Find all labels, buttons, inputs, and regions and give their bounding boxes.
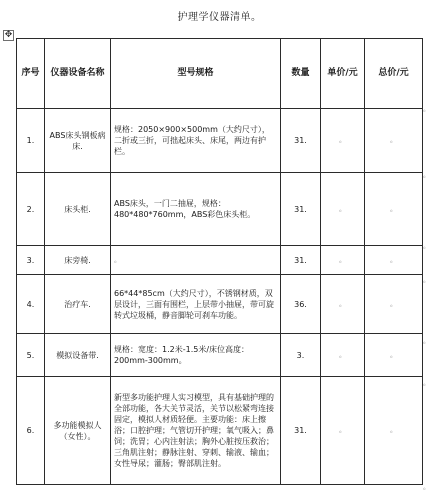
row-end-mark: 。: [423, 483, 430, 491]
cell-name[interactable]: 多功能模拟人（女性）。: [45, 377, 111, 485]
cell-seq[interactable]: 1.: [17, 109, 45, 173]
table-row: [17, 246, 423, 275]
cell-spec[interactable]: 66*44*85cm（大约尺寸），不锈钢材质，双层设计，三面有围栏，上层带小抽屉，带可旋转式垃圾桶，静音脚轮可刹车功能。: [111, 275, 281, 334]
table-row: [17, 275, 423, 334]
cell-total-price[interactable]: 。: [365, 275, 423, 334]
table-row: [17, 173, 423, 246]
cell-unit-price[interactable]: 。: [321, 377, 365, 485]
cell-qty[interactable]: 31.: [281, 109, 321, 173]
cell-name[interactable]: 床旁椅.: [45, 246, 111, 275]
row-end-mark: 。: [423, 379, 430, 387]
cell-total-price[interactable]: 。: [365, 334, 423, 377]
cell-qty[interactable]: 36.: [281, 275, 321, 334]
cell-name[interactable]: ABS床头钢板病床.: [45, 109, 111, 173]
table-header-row: [17, 39, 423, 109]
row-end-mark: 。: [423, 276, 430, 284]
cell-total-price[interactable]: 。: [365, 246, 423, 275]
header-spec: 型号规格: [111, 39, 281, 109]
cell-qty[interactable]: 31.: [281, 246, 321, 275]
row-end-mark: 。: [423, 171, 430, 179]
row-end-mark: 。: [423, 337, 430, 345]
cell-total-price[interactable]: 。: [365, 377, 423, 485]
cell-name[interactable]: 床头柜.: [45, 173, 111, 246]
cell-seq[interactable]: 6.: [17, 377, 45, 485]
cell-spec[interactable]: ABS床头，一门二抽屉，规格：480*480*760mm，ABS彩色床头柜。: [111, 173, 281, 246]
cell-seq[interactable]: 4.: [17, 275, 45, 334]
instrument-table: [16, 38, 423, 485]
cell-spec[interactable]: 新型多功能护理人实习模型，具有基础护理的全部功能，各大关节灵活，关节以松紧弯连接固定，模拟人材质轻便。主要功能：床上擦浴；口腔护理；气管切开护理；氧气吸入；鼻饲；洗胃；心内注射法；胸外心脏按压救治；三角肌注射；静脉注射、穿刺、输液、输血；女性导尿；灌肠；臀部肌注射。: [111, 377, 281, 485]
cell-unit-price[interactable]: 。: [321, 246, 365, 275]
table-move-handle-icon[interactable]: ✥: [4, 30, 13, 40]
cell-unit-price[interactable]: 。: [321, 173, 365, 246]
cell-total-price[interactable]: 。: [365, 173, 423, 246]
cell-name[interactable]: 治疗车.: [45, 275, 111, 334]
table-row: [17, 334, 423, 377]
row-end-mark: 。: [423, 105, 430, 113]
cell-spec[interactable]: 。: [111, 246, 281, 275]
cell-qty[interactable]: 31.: [281, 173, 321, 246]
header-seq: 序号: [17, 39, 45, 109]
header-qty: 数量: [281, 39, 321, 109]
cell-unit-price[interactable]: 。: [321, 275, 365, 334]
document-title: 护理学仪器清单。: [177, 12, 262, 23]
header-unit-price: 单价/元: [321, 39, 365, 109]
cell-seq[interactable]: 2.: [17, 173, 45, 246]
cell-seq[interactable]: 5.: [17, 334, 45, 377]
table-row: [17, 377, 423, 485]
cell-seq[interactable]: 3.: [17, 246, 45, 275]
cell-name[interactable]: 模拟设备带.: [45, 334, 111, 377]
cell-qty[interactable]: 31.: [281, 377, 321, 485]
cell-spec[interactable]: 规格：2050×900×500mm（大约尺寸），二折或三折，可拙起床头、床尾，两边有护栏。: [111, 109, 281, 173]
cell-total-price[interactable]: 。: [365, 109, 423, 173]
cell-unit-price[interactable]: 。: [321, 334, 365, 377]
cell-unit-price[interactable]: 。: [321, 109, 365, 173]
table-row: [17, 109, 423, 173]
header-name: 仪器设备名称: [45, 39, 111, 109]
row-end-mark: 。: [423, 242, 430, 250]
cell-qty[interactable]: 3.: [281, 334, 321, 377]
header-total-price: 总价/元: [365, 39, 423, 109]
cell-spec[interactable]: 规格：宽度：1.2米-1.5米/床位高度：200mm-300mm。: [111, 334, 281, 377]
